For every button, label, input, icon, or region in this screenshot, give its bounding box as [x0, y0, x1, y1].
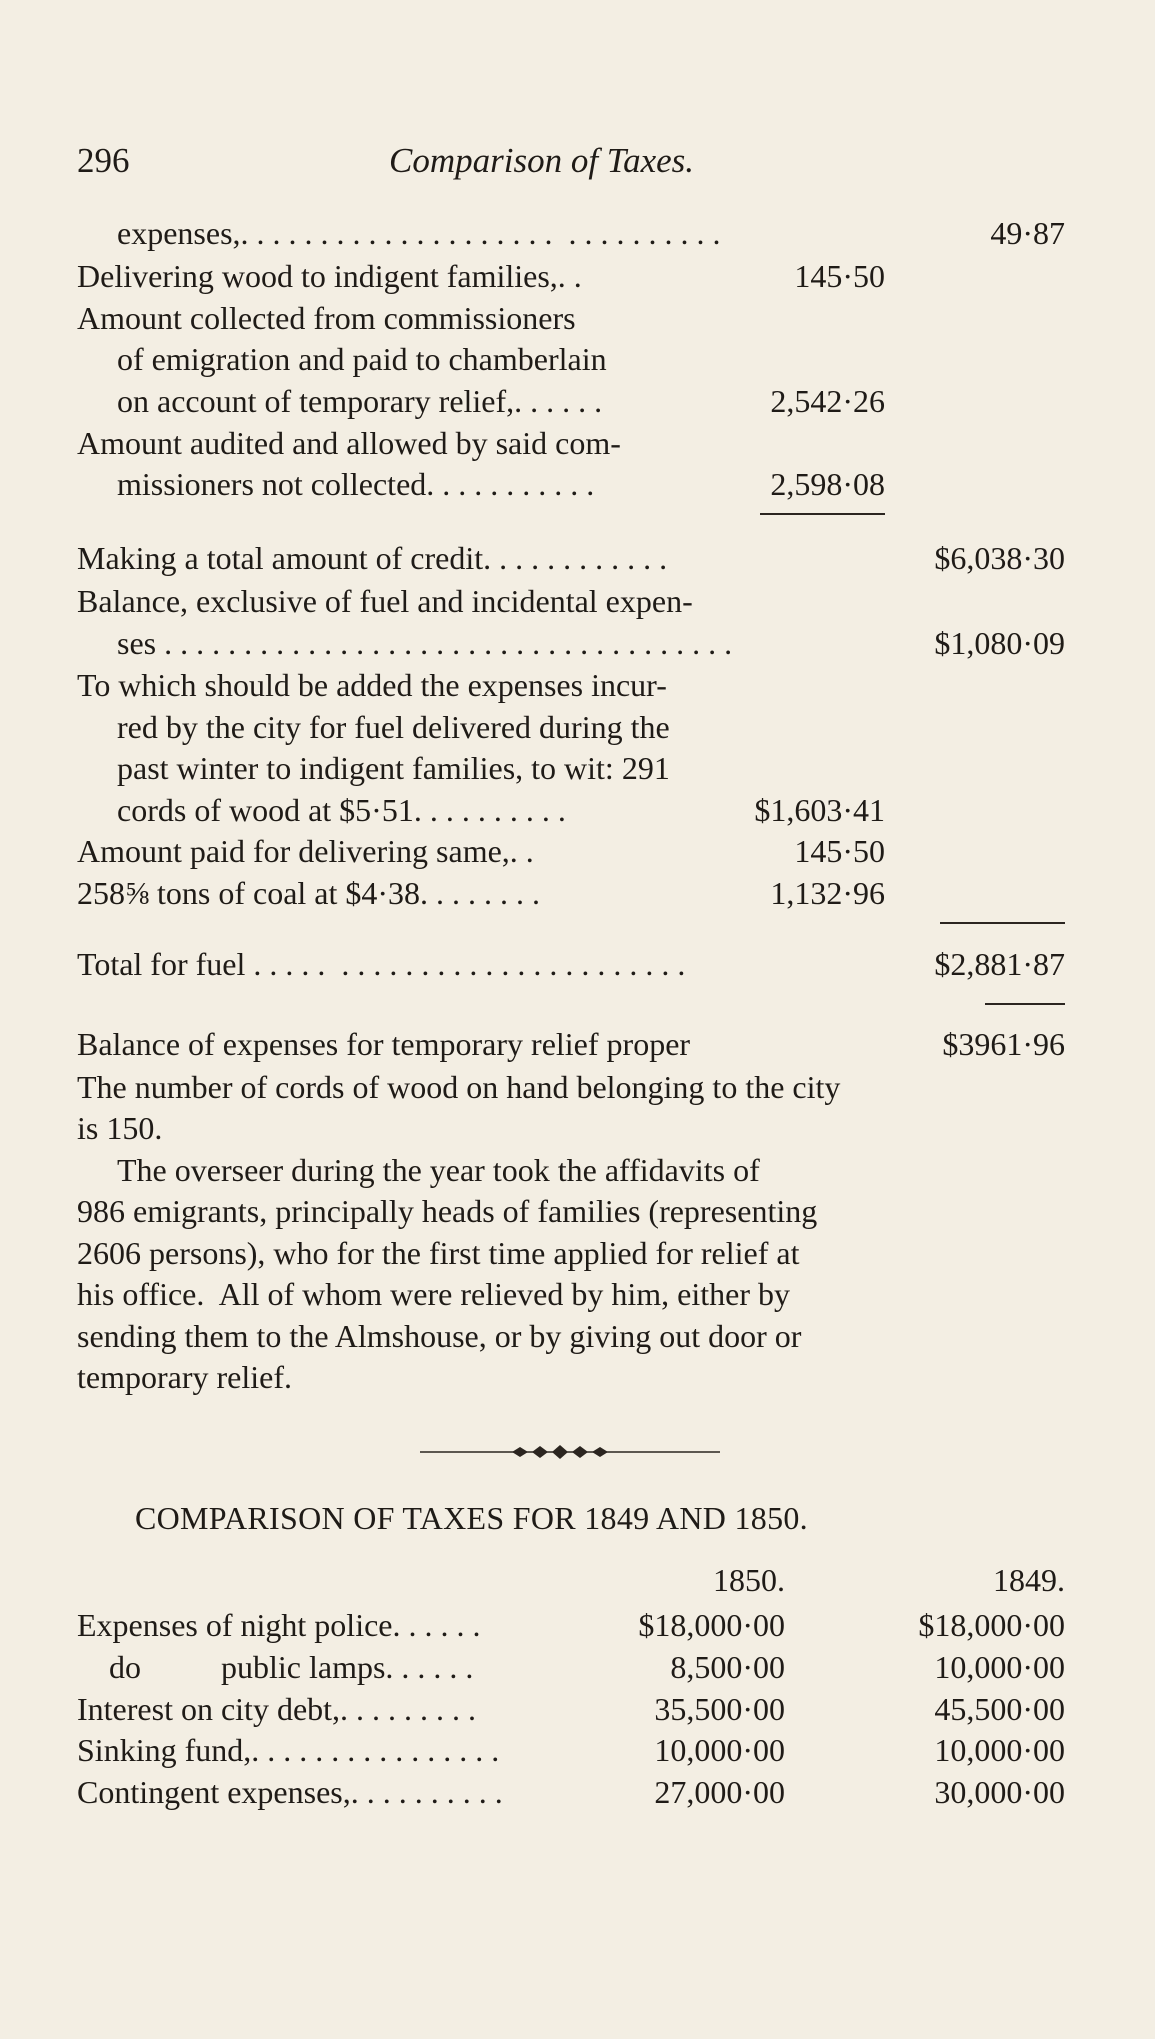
account-line-amount: 2,598·08	[770, 466, 885, 502]
sum-rule	[940, 922, 1065, 924]
table-cell-1850: 27,000·00	[654, 1774, 785, 1810]
table-cell-1849: 10,000·00	[934, 1649, 1065, 1685]
paragraph-line: The overseer during the year took the affidavits of	[117, 1152, 760, 1188]
table-cell-1850: 8,500·00	[670, 1649, 785, 1685]
sum-rule	[760, 513, 885, 515]
table-row-label: Expenses of night police. . . . . .	[77, 1607, 481, 1643]
account-line-label: Amount audited and allowed by said com-	[77, 425, 621, 461]
table-cell-1849: 45,500·00	[934, 1691, 1065, 1727]
paragraph-line: 986 emigrants, principally heads of families (representing	[77, 1193, 818, 1229]
table-row-label: Interest on city debt,. . . . . . . . .	[77, 1691, 477, 1727]
account-line-label: Delivering wood to indigent families,. .	[77, 258, 582, 294]
table-row-label: Sinking fund,. . . . . . . . . . . . . . . .	[77, 1732, 500, 1768]
account-line-total: $1,080·09	[934, 625, 1065, 661]
paragraph-line: temporary relief.	[77, 1359, 292, 1395]
account-line-amount: 145·50	[794, 833, 885, 869]
table-cell-1850: 35,500·00	[654, 1691, 785, 1727]
account-line-label: Balance of expenses for temporary relief proper	[77, 1026, 691, 1062]
table-cell-1849: $18,000·00	[918, 1607, 1065, 1643]
paragraph-line: his office. All of whom were relieved by him, either by	[77, 1276, 790, 1312]
account-line-label: Amount paid for delivering same,. .	[77, 833, 534, 869]
account-line-amount: 145·50	[794, 258, 885, 294]
table-row-label: do public lamps. . . . . .	[77, 1649, 474, 1685]
account-line-label: ses . . . . . . . . . . . . . . . . . . . . . . . . . . . . . . . . . . . .	[117, 625, 733, 661]
running-title: Comparison of Taxes.	[389, 141, 695, 180]
account-line-label: cords of wood at $5·51. . . . . . . . . .	[117, 792, 566, 828]
account-line-total: $6,038·30	[934, 540, 1065, 576]
sum-rule	[985, 1003, 1065, 1005]
paragraph-line: 2606 persons), who for the first time applied for relief at	[77, 1235, 800, 1271]
comparison-heading: COMPARISON OF TAXES FOR 1849 AND 1850.	[135, 1500, 808, 1536]
account-line-label: of emigration and paid to chamberlain	[117, 341, 607, 377]
account-line-label: missioners not collected. . . . . . . . . . .	[117, 466, 595, 502]
page-header	[77, 141, 1077, 191]
table-cell-1850: 10,000·00	[654, 1732, 785, 1768]
account-line-label: To which should be added the expenses incur-	[77, 667, 667, 703]
paragraph-line: sending them to the Almshouse, or by giving out door or	[77, 1318, 802, 1354]
paragraph-line: is 150.	[77, 1110, 163, 1146]
account-line-label: Total for fuel . . . . . . . . . . . . . . . . . . . . . . . . . . .	[77, 946, 686, 982]
section-divider-ornament	[420, 1442, 720, 1462]
account-line-label: past winter to indigent families, to wit: 291	[117, 750, 670, 786]
account-line-label: red by the city for fuel delivered during the	[117, 709, 670, 745]
paragraph-line: The number of cords of wood on hand belonging to the city	[77, 1069, 841, 1105]
column-header-1849: 1849.	[993, 1562, 1065, 1598]
account-line-label: 258⅝ tons of coal at $4·38. . . . . . . .	[77, 875, 541, 911]
account-line-amount: $1,603·41	[754, 792, 885, 828]
account-line-total: 49·87	[990, 215, 1065, 251]
table-cell-1850: $18,000·00	[638, 1607, 785, 1643]
column-header-1850: 1850.	[713, 1562, 785, 1598]
account-line-label: on account of temporary relief,. . . . . .	[117, 383, 603, 419]
account-line-amount: 1,132·96	[770, 875, 885, 911]
table-row-label: Contingent expenses,. . . . . . . . . .	[77, 1774, 503, 1810]
account-line-amount: 2,542·26	[770, 383, 885, 419]
account-line-label: expenses,. . . . . . . . . . . . . . . . . . . . . . . . . . . . . .	[117, 215, 721, 251]
account-line-total: $2,881·87	[934, 946, 1065, 982]
table-cell-1849: 10,000·00	[934, 1732, 1065, 1768]
account-line-label: Making a total amount of credit. . . . . . . . . . . .	[77, 540, 668, 576]
account-line-total: $3961·96	[942, 1026, 1065, 1062]
page-number: 296	[77, 141, 130, 180]
table-cell-1849: 30,000·00	[934, 1774, 1065, 1810]
account-line-label: Amount collected from commissioners	[77, 300, 576, 336]
account-line-label: Balance, exclusive of fuel and incidental expen-	[77, 583, 693, 619]
